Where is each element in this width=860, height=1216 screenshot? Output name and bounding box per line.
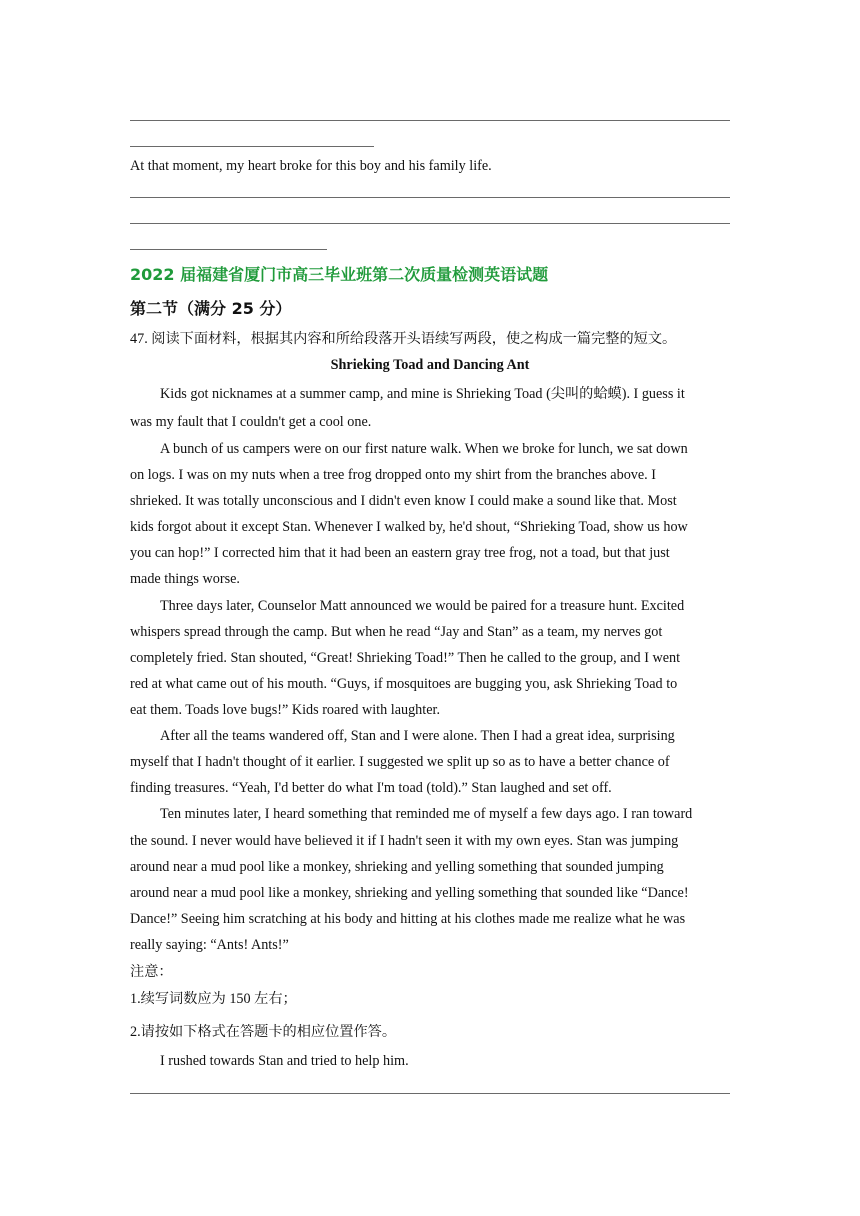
story-line: Dance!” Seeing him scratching at his body and hitting at his clothes made me realize what he was [130,911,686,927]
story-line: you can hop!” I corrected him that it had been an eastern gray tree frog, not a toad, but that just [130,545,670,561]
story-line: red at what came out of his mouth. “Guys, if mosquitoes are bugging you, ask Shrieking Toad to [130,676,678,692]
section-title: 第二节（满分 25 分） [130,299,292,318]
paragraph-opening: I rushed towards Stan and tried to help him. [160,1053,409,1069]
given-sentence: At that moment, my heart broke for this boy and his family life. [130,158,492,174]
story-title: Shrieking Toad and Dancing Ant [330,357,530,373]
answer-line-short [130,249,327,250]
note-item: 1.续写词数应为 150 左右； [130,991,297,1007]
note-item: 2.请按如下格式在答题卡的相应位置作答。 [130,1024,397,1040]
story-line: Kids got nicknames at a summer camp, and mine is Shrieking Toad (尖叫的蛤蟆). I guess it [160,386,685,402]
story-line: kids forgot about it except Stan. Whenever I walked by, he'd shout, “Shrieking Toad, show us how [130,519,688,535]
story-line: around near a mud pool like a monkey, shrieking and yelling something that sounded like “Dance! [130,885,689,901]
story-line: A bunch of us campers were on our first nature walk. When we broke for lunch, we sat down [160,441,688,457]
story-line: made things worse. [130,571,240,587]
story-line: on logs. I was on my nuts when a tree frog dropped onto my shirt from the branches above. I [130,467,656,483]
question-instruction: 47. 阅读下面材料，根据其内容和所给段落开头语续写两段，使之构成一篇完整的短文。 [130,331,677,347]
story-line: really saying: “Ants! Ants!” [130,937,289,953]
story-line: Three days later, Counselor Matt announced we would be paired for a treasure hunt. Excited [160,598,685,614]
story-line: shrieked. It was totally unconscious and I didn't even know I could make a sound like that. Most [130,493,677,509]
story-line: whispers spread through the camp. But when he read “Jay and Stan” as a team, my nerves got [130,624,663,640]
story-line: myself that I hadn't thought of it earlier. I suggested we split up so as to have a better chance of [130,754,670,770]
story-line: eat them. Toads love bugs!” Kids roared with laughter. [130,702,441,718]
answer-line-short [130,146,374,147]
story-line: was my fault that I couldn't get a cool one. [130,414,372,430]
notes-label: 注意： [130,964,173,980]
story-line: After all the teams wandered off, Stan and I were alone. Then I had a great idea, surprising [160,728,675,744]
answer-line [130,223,730,224]
answer-line [130,1093,730,1094]
answer-line [130,197,730,198]
answer-line [130,120,730,121]
story-line: the sound. I never would have believed it if I hadn't seen it with my own eyes. Stan was jumping [130,833,679,849]
story-line: completely fried. Stan shouted, “Great! Shrieking Toad!” Then he called to the group, and I went [130,650,681,666]
story-line: finding treasures. “Yeah, I'd better do what I'm toad (told).” Stan laughed and set off. [130,780,612,796]
story-line: around near a mud pool like a monkey, shrieking and yelling something that sounded jumping [130,859,664,875]
story-line: Ten minutes later, I heard something that reminded me of myself a few days ago. I ran toward [160,806,693,822]
exam-title: 2022 届福建省厦门市高三毕业班第二次质量检测英语试题 [130,265,549,284]
